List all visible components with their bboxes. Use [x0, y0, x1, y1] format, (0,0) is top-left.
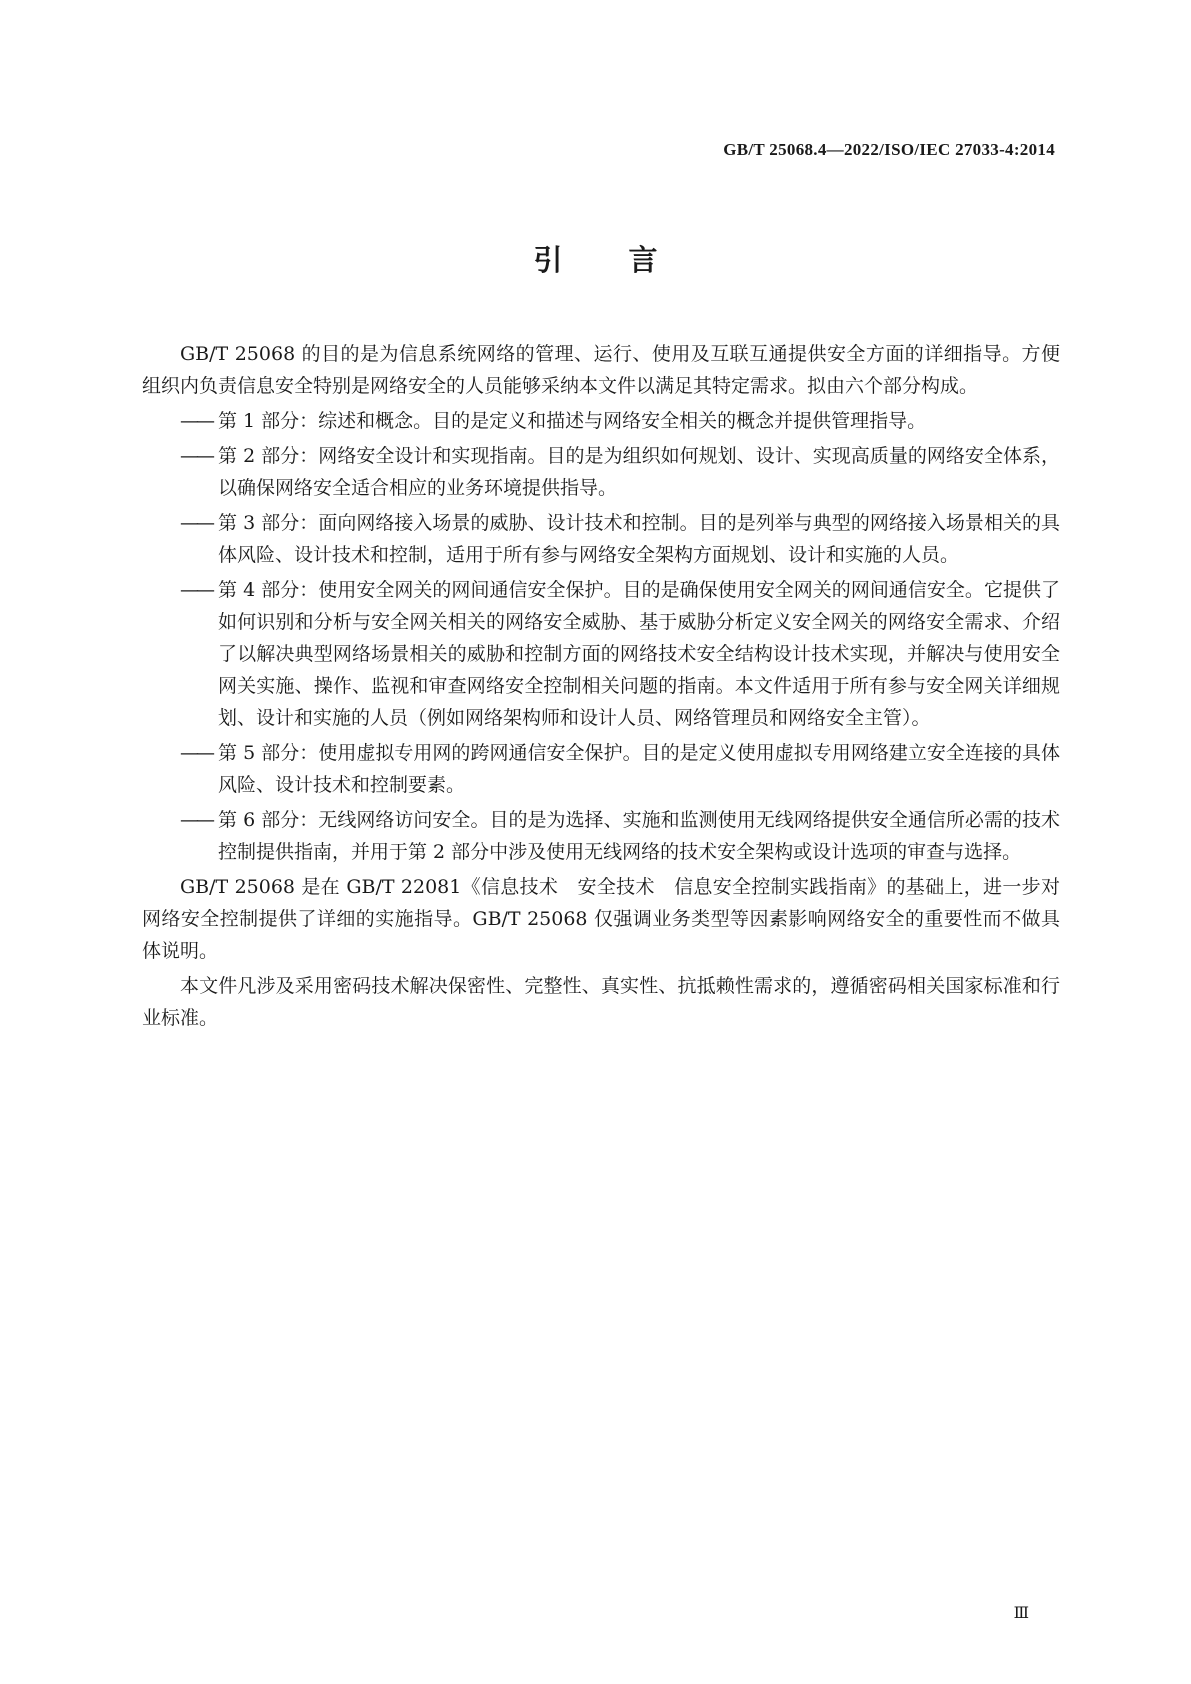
- standard-code-header: GB/T 25068.4—2022/ISO/IEC 27033-4:2014: [723, 140, 1055, 159]
- list-dash: ——: [180, 512, 212, 534]
- list-item-part-5: [142, 737, 1060, 801]
- list-dash: ——: [180, 410, 212, 432]
- paragraph-basis: GB/T 25068 是在 GB/T 22081《信息技术 安全技术 信息安全控制实践指南》的基础上，进一步对网络安全控制提供了详细的实施指导。GB/T 25068 仅强调业务类型等因素影响网络安全的重要性而不做具体说明。: [142, 876, 1060, 962]
- paragraph-cryptography: 本文件凡涉及采用密码技术解决保密性、完整性、真实性、抗抵赖性需求的，遵循密码相关国家标准和行业标准。: [142, 975, 1060, 1029]
- list-item-part-3: [142, 507, 1060, 571]
- page-title: 引言: [533, 243, 724, 277]
- list-item-part-4: [142, 574, 1060, 734]
- list-item-text: 第 3 部分：面向网络接入场景的威胁、设计技术和控制。目的是列举与典型的网络接入场景相关的具体风险、设计技术和控制，适用于所有参与网络安全架构方面规划、设计和实施的人员。: [218, 512, 1060, 566]
- list-item-text: 第 4 部分：使用安全网关的网间通信安全保护。目的是确保使用安全网关的网间通信安全。它提供了如何识别和分析与安全网关相关的网络安全威胁、基于威胁分析定义安全网关的网络安全需求、介绍了以解决典型网络场景相关的威胁和控制方面的网络技术安全结构设计技术实现，并解决与使用安全网关实施、操作、监视和审查网络安全控制相关问题的指南。本文件适用于所有参与安全网关详细规划、设计和实施的人员（例如网络架构师和设计人员、网络管理员和网络安全主管）。: [218, 579, 1060, 729]
- list-item-part-2: [142, 440, 1060, 504]
- list-item-text: 第 6 部分：无线网络访问安全。目的是为选择、实施和监测使用无线网络提供安全通信所必需的技术控制提供指南，并用于第 2 部分中涉及使用无线网络的技术安全架构或设计选项的审查与选择。: [218, 809, 1060, 863]
- page-number: Ⅲ: [1013, 1605, 1029, 1622]
- list-item-part-1: [142, 405, 1060, 437]
- list-dash: ——: [180, 579, 212, 601]
- list-dash: ——: [180, 809, 212, 831]
- intro-paragraph: GB/T 25068 的目的是为信息系统网络的管理、运行、使用及互联互通提供安全方面的详细指导。方便组织内负责信息安全特别是网络安全的人员能够采纳本文件以满足其特定需求。拟由六个部分构成。: [142, 343, 1060, 397]
- list-item-text: 第 2 部分：网络安全设计和实现指南。目的是为组织如何规划、设计、实现高质量的网络安全体系，以确保网络安全适合相应的业务环境提供指导。: [218, 445, 1060, 499]
- list-item-part-6: [142, 804, 1060, 868]
- list-dash: ——: [180, 742, 212, 764]
- document-body: [142, 338, 1060, 1037]
- list-dash: ——: [180, 445, 212, 467]
- list-item-text: 第 1 部分：综述和概念。目的是定义和描述与网络安全相关的概念并提供管理指导。: [218, 410, 927, 432]
- list-item-text: 第 5 部分：使用虚拟专用网的跨网通信安全保护。目的是定义使用虚拟专用网络建立安全连接的具体风险、设计技术和控制要素。: [218, 742, 1060, 796]
